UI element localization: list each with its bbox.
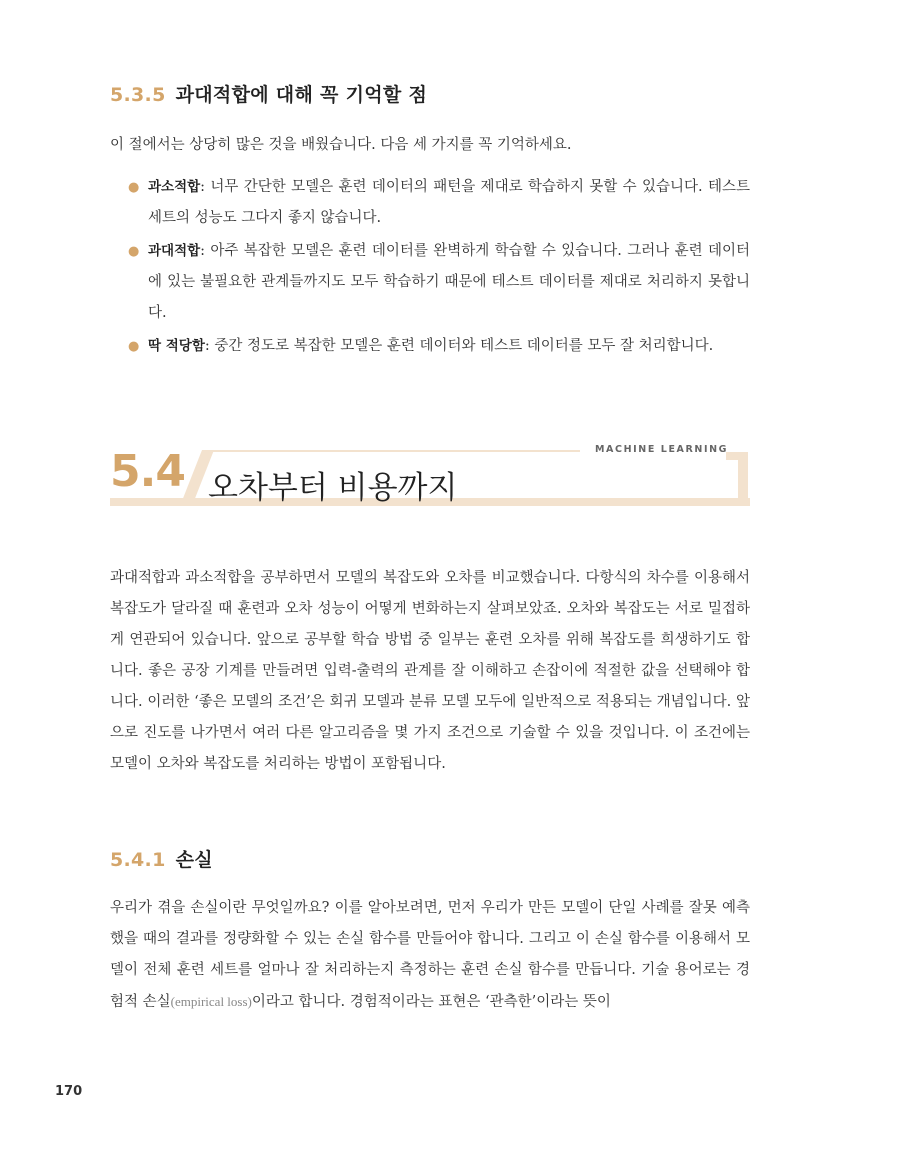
- loss-text-after: 이라고 합니다. 경험적이라는 표현은 ‘관측한’이라는 뜻이: [251, 994, 611, 1010]
- bullet-text: : 중간 정도로 복잡한 모델은 훈련 데이터와 테스트 데이터를 모두 잘 처리합니다.: [204, 338, 714, 354]
- chapter-number: 5.4: [110, 446, 185, 497]
- bullet-icon: ●: [128, 339, 140, 354]
- chapter-banner: [110, 440, 750, 510]
- intro-paragraph: 이 절에서는 상당히 많은 것을 배웠습니다. 다음 세 가지를 꼭 기억하세요.: [110, 137, 572, 153]
- bullet-icon: ●: [128, 244, 140, 259]
- section-heading-5-3-5: [110, 80, 427, 107]
- bullet-term: 딱 적당함: [148, 338, 205, 354]
- loss-text-before: 우리가 겪을 손실이란 무엇일까요? 이를 알아보려면, 먼저 우리가 만든 모델이 단일 사례를 잘못 예측했을 때의 결과를 정량화할 수 있는 손실 함수를 만들어야 합니다. 그리고 이 손실 함수를 이용해서 모델이 전체 훈련 세트를 얼마나 잘 처리하는지 측정하는 훈련 손실 함수를 만듭니다. 기술 용어로는 경험적 손실: [110, 900, 751, 1010]
- section-title: 손실: [175, 849, 213, 871]
- section-title: 과대적합에 대해 꼭 기억할 점: [175, 84, 428, 106]
- bullet-icon: ●: [128, 180, 140, 195]
- loss-paragraph: [110, 893, 750, 1018]
- chapter-title: 오차부터 비용까지: [208, 470, 458, 506]
- list-item: [110, 331, 750, 362]
- list-item: [110, 236, 750, 329]
- section-number: 5.4.1: [110, 849, 166, 871]
- bullet-text: : 아주 복잡한 모델은 훈련 데이터를 완벽하게 학습할 수 있습니다. 그러나 훈련 데이터에 있는 불필요한 관계들까지도 모두 학습하기 때문에 테스트 데이터를 제대로 처리하지 못합니다.: [148, 243, 750, 321]
- list-item: [110, 172, 750, 234]
- bullet-text: : 너무 간단한 모델은 훈련 데이터의 패턴을 제대로 학습하지 못할 수 있습니다. 테스트 세트의 성능도 그다지 좋지 않습니다.: [148, 179, 750, 226]
- section-number: 5.3.5: [110, 84, 166, 106]
- page-number: 170: [55, 1084, 83, 1099]
- chapter-paragraph: 과대적합과 과소적합을 공부하면서 모델의 복잡도와 오차를 비교했습니다. 다항식의 차수를 이용해서 복잡도가 달라질 때 훈련과 오차 성능이 어떻게 변화하는지 살펴보았죠. 오차와 복잡도는 서로 밀접하게 연관되어 있습니다. 앞으로 공부할 학습 방법 중 일부는 훈련 오차를 위해 복잡도를 희생하기도 합니다. 좋은 공장 기계를 만들려면 입력-출력의 관계를 잘 이해하고 손잡이에 적절한 값을 선택해야 합니다. 이러한 ‘좋은 모델의 조건’은 회귀 모델과 분류 모델 모두에 일반적으로 적용되는 개념입니다. 앞으로 진도를 나가면서 여러 다른 알고리즘을 몇 가지 조건으로 기술할 수 있을 것입니다. 이 조건에는 모델이 오차와 복잡도를 처리하는 방법이 포함됩니다.: [110, 570, 750, 772]
- english-term: (empirical loss): [170, 994, 252, 1009]
- bullet-term: 과대적합: [148, 243, 201, 259]
- key-points-list: [110, 172, 750, 364]
- book-tag: MACHINE LEARNING: [595, 444, 729, 455]
- section-heading-5-4-1: [110, 845, 213, 872]
- bullet-term: 과소적합: [148, 179, 201, 195]
